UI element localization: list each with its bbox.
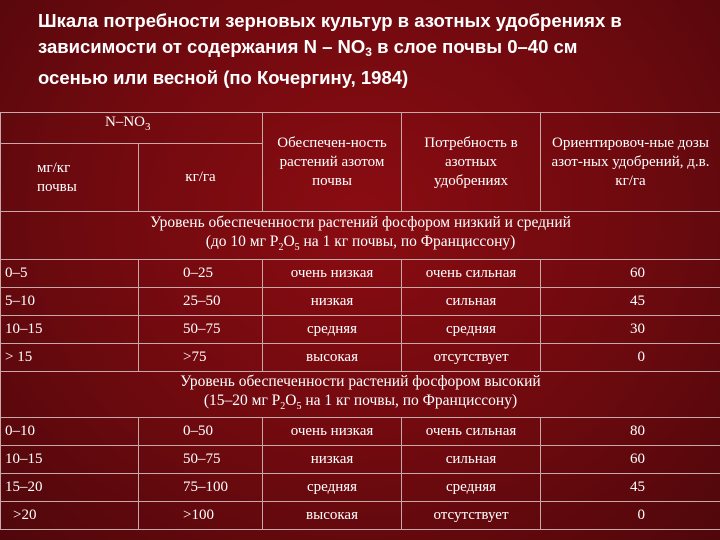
table-row [1, 288, 720, 316]
cell-mg-kg: 10–15 [1, 446, 139, 474]
cell-dose: 0 [541, 502, 720, 530]
table-row [1, 344, 720, 372]
cell-need: средняя [402, 474, 541, 502]
header-need: Потребность в азотных удобрениях [402, 113, 541, 212]
header-n-no3: $N-NO_3$ [1, 113, 263, 144]
cell-supply: средняя [263, 474, 402, 502]
cell-kg-ha: 75–100 [139, 474, 263, 502]
cell-mg-kg: 0–5 [1, 260, 139, 288]
cell-supply: низкая [263, 446, 402, 474]
cell-dose: 60 [541, 446, 720, 474]
cell-mg-kg: 10–15 [1, 316, 139, 344]
header-kg-ha: кг/га [139, 144, 263, 212]
header-mg-kg: мг/кг почвы [1, 144, 139, 212]
table-row [1, 260, 720, 288]
cell-need: отсутствует [402, 344, 541, 372]
cell-supply: средняя [263, 316, 402, 344]
cell-need: очень сильная [402, 418, 541, 446]
cell-dose: 45 [541, 288, 720, 316]
cell-kg-ha: 25–50 [139, 288, 263, 316]
cell-mg-kg: >20 [1, 502, 139, 530]
cell-kg-ha: 50–75 [139, 446, 263, 474]
table-row [1, 446, 720, 474]
cell-kg-ha: 0–50 [139, 418, 263, 446]
nitrogen-scale-table [0, 112, 720, 530]
cell-need: очень сильная [402, 260, 541, 288]
cell-dose: 30 [541, 316, 720, 344]
header-doses: Ориентировоч-ные дозы азот-ных удобрений, д.в. кг/га [541, 113, 720, 212]
cell-kg-ha: >100 [139, 502, 263, 530]
slide-title [38, 8, 708, 91]
table-row [1, 474, 720, 502]
cell-need: сильная [402, 288, 541, 316]
cell-dose: 0 [541, 344, 720, 372]
cell-mg-kg: 0–10 [1, 418, 139, 446]
cell-need: отсутствует [402, 502, 541, 530]
cell-supply: очень низкая [263, 418, 402, 446]
cell-mg-kg: 15–20 [1, 474, 139, 502]
title-line-2: зависимости от содержания N – $NO_3$ в слое почвы 0–40 см [38, 36, 578, 59]
cell-supply: низкая [263, 288, 402, 316]
cell-supply: высокая [263, 344, 402, 372]
section-header-0: Уровень обеспеченности растений фосфором низкий и средний (до 10 мг $Р_2О_5$ на 1 кг почвы, по Франциссону) [1, 212, 720, 260]
cell-supply: очень низкая [263, 260, 402, 288]
cell-dose: 60 [541, 260, 720, 288]
cell-dose: 45 [541, 474, 720, 502]
header-supply: Обеспечен-ность растений азотом почвы [263, 113, 402, 212]
table-row [1, 502, 720, 530]
table-row [1, 418, 720, 446]
section-header-1: Уровень обеспеченности растений фосфором высокий (15–20 мг $Р_2О_5$ на 1 кг почвы, по Франциссону) [1, 372, 720, 418]
cell-need: сильная [402, 446, 541, 474]
cell-dose: 80 [541, 418, 720, 446]
cell-mg-kg: 5–10 [1, 288, 139, 316]
cell-kg-ha: 50–75 [139, 316, 263, 344]
title-line-3: осенью или весной (по Кочергину, 1984) [38, 67, 409, 88]
cell-kg-ha: >75 [139, 344, 263, 372]
table-row [1, 316, 720, 344]
cell-supply: высокая [263, 502, 402, 530]
cell-need: средняя [402, 316, 541, 344]
title-line-1: Шкала потребности зерновых культур в азотных удобрениях в [38, 10, 622, 31]
cell-mg-kg: > 15 [1, 344, 139, 372]
cell-kg-ha: 0–25 [139, 260, 263, 288]
